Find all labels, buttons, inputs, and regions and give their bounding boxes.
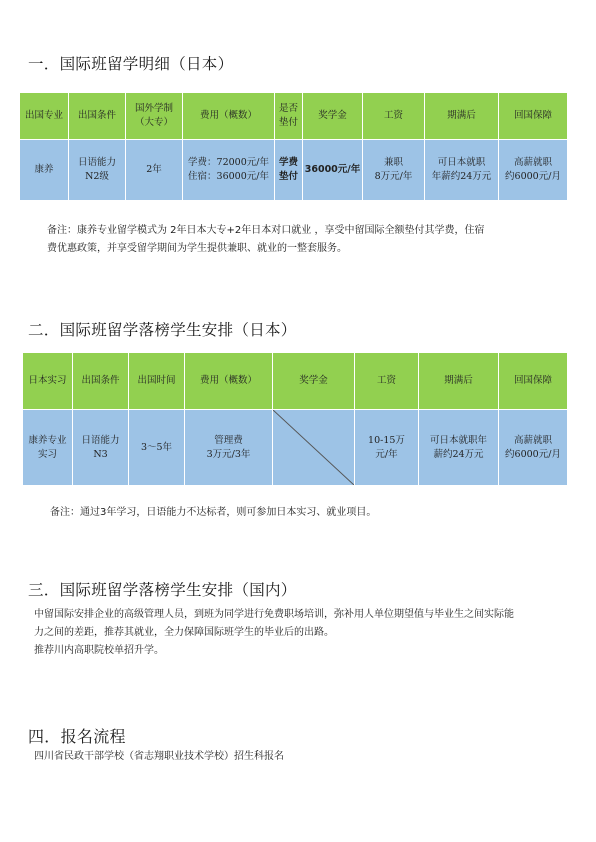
- header-cell: 日本实习: [23, 353, 73, 410]
- wage-cell: 10-15万 元/年: [355, 410, 419, 486]
- after-cell: 可日本就职 年薪约24万元: [425, 140, 499, 201]
- time-cell: 3～5年: [129, 410, 185, 486]
- header-cell: 是否 垫付: [275, 93, 303, 140]
- table-row: [20, 140, 568, 201]
- header-cell: 工资: [355, 353, 419, 410]
- return-cell: 高薪就职 约6000元/月: [499, 410, 568, 486]
- header-cell: 出国条件: [69, 93, 126, 140]
- diagonal-line: [273, 410, 354, 485]
- header-cell: 期满后: [425, 93, 499, 140]
- fee-cell: 管理费 3万元/3年: [185, 410, 273, 486]
- major-cell: 康养: [20, 140, 69, 201]
- header-cell: 国外学制 （大专）: [126, 93, 183, 140]
- table-header-row: [20, 93, 568, 140]
- return-cell: 高薪就职 约6000元/月: [499, 140, 568, 201]
- header-cell: 费用（概数）: [183, 93, 275, 140]
- japan-study-table: [19, 92, 568, 201]
- advance-cell: 学费 垫付: [275, 140, 303, 201]
- condition-cell: 日语能力 N3: [73, 410, 129, 486]
- section1-title: 一．国际班留学明细（日本）: [28, 55, 234, 73]
- scholarship-cell: 36000元/年: [303, 140, 363, 201]
- major-cell: 康养专业 实习: [23, 410, 73, 486]
- condition-cell: 日语能力 N2级: [69, 140, 126, 201]
- header-cell: 回国保障: [499, 93, 568, 140]
- header-cell: 出国时间: [129, 353, 185, 410]
- header-cell: 奖学金: [273, 353, 355, 410]
- after-cell: 可日本就职年 薪约24万元: [419, 410, 499, 486]
- section2-title: 二．国际班留学落榜学生安排（日本）: [28, 321, 297, 339]
- section2-note: 备注：通过3年学习，日语能力不达标者，则可参加日本实习、就业项目。: [50, 507, 377, 518]
- header-cell: 出国条件: [73, 353, 129, 410]
- table-row: [23, 410, 568, 486]
- header-cell: 工资: [363, 93, 425, 140]
- section1-note: 备注：康养专业留学模式为 2年日本大专+2年日本对口就业 ，享受中留国际全额垫付其学费，住宿 费优惠政策，并享受留学期间为学生提供兼职、就业的一整套服务。: [47, 225, 485, 254]
- section3-title: 三．国际班留学落榜学生安排（国内）: [28, 581, 297, 599]
- header-cell: 奖学金: [303, 93, 363, 140]
- header-cell: 费用（概数）: [185, 353, 273, 410]
- scholarship-empty-cell: [273, 410, 355, 486]
- table-header-row: [23, 353, 568, 410]
- section3-paragraph: 中留国际安排企业的高级管理人员，到班为同学进行免费职场培训，弥补用人单位期望值与毕业生之间实际能 力之间的差距，推荐其就业，全力保障国际班学生的毕业后的出路。 推荐川内高职院校单招升学。: [34, 609, 514, 656]
- header-cell: 期满后: [419, 353, 499, 410]
- duration-cell: 2年: [126, 140, 183, 201]
- japan-internship-table: [22, 352, 568, 486]
- fee-cell: 学费：72000元/年 住宿：36000元/年: [183, 140, 275, 201]
- section4-title: 四．报名流程: [28, 727, 126, 746]
- wage-cell: 兼职 8万元/年: [363, 140, 425, 201]
- header-cell: 出国专业: [20, 93, 69, 140]
- header-cell: 回国保障: [499, 353, 568, 410]
- registration-text: 四川省民政干部学校（省志翔职业技术学校）招生科报名: [34, 751, 284, 762]
